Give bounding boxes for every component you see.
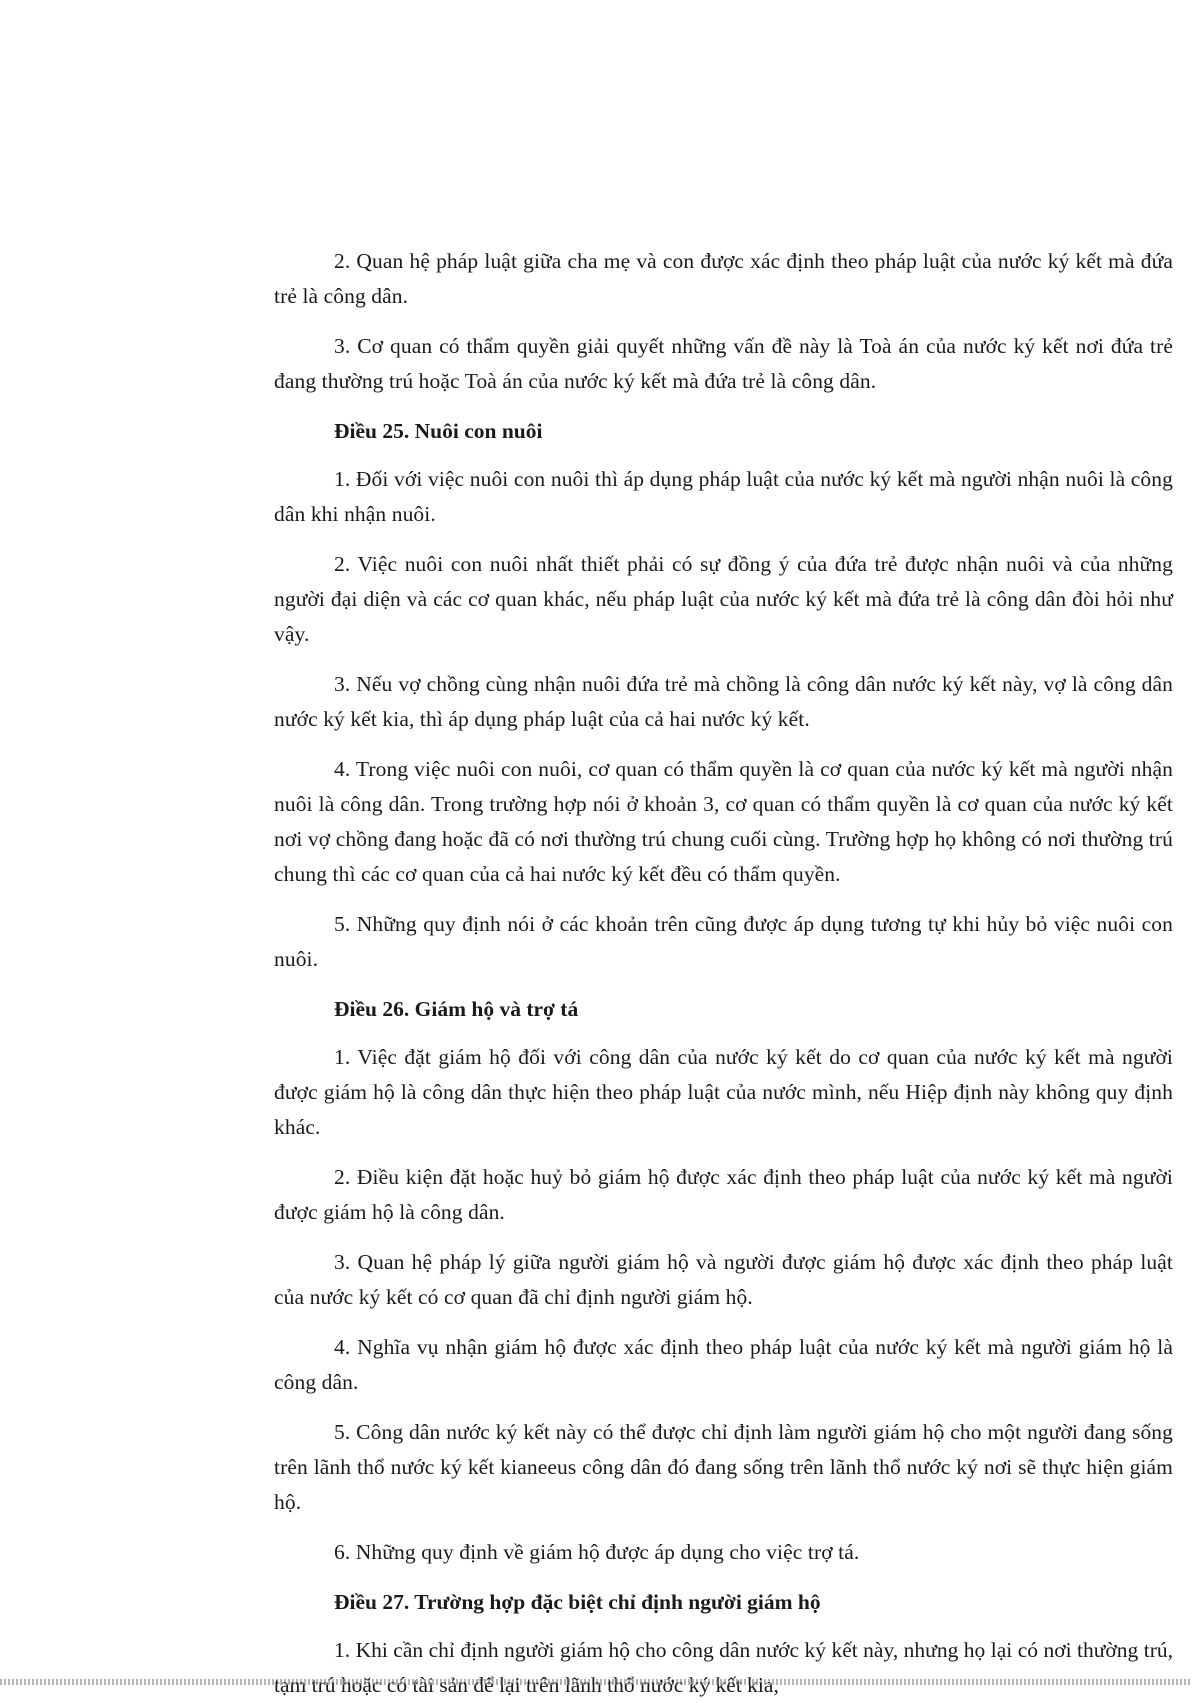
paragraph-article-26-clause-4: 4. Nghĩa vụ nhận giám hộ được xác định theo pháp luật của nước ký kết mà người giám hộ là công dân. <box>274 1335 1173 1394</box>
paragraph-article-26-clause-3: 3. Quan hệ pháp lý giữa người giám hộ và người được giám hộ được xác định theo pháp luật của nước ký kết có cơ quan đã chỉ định người giám hộ. <box>274 1250 1173 1309</box>
heading-article-25: Điều 25. Nuôi con nuôi <box>334 419 543 443</box>
scan-edge-strip <box>0 1679 1192 1685</box>
paragraph-article-26-clause-2: 2. Điều kiện đặt hoặc huỷ bỏ giám hộ được xác định theo pháp luật của nước ký kết mà người được giám hộ là công dân. <box>274 1165 1173 1224</box>
paragraph-parent-child-law: 2. Quan hệ pháp luật giữa cha mẹ và con được xác định theo pháp luật của nước ký kết mà đứa trẻ là công dân. <box>274 249 1173 308</box>
paragraph-article-25-clause-3: 3. Nếu vợ chồng cùng nhận nuôi đứa trẻ mà chồng là công dân nước ký kết này, vợ là công dân nước ký kết kia, thì áp dụng pháp luật của cả hai nước ký kết. <box>274 672 1173 731</box>
heading-article-27: Điều 27. Trường hợp đặc biệt chỉ định người giám hộ <box>334 1590 821 1614</box>
paragraph-article-25-clause-2: 2. Việc nuôi con nuôi nhất thiết phải có sự đồng ý của đứa trẻ được nhận nuôi và của những người đại diện và các cơ quan khác, nếu pháp luật của nước ký kết mà đứa trẻ là công dân đòi hỏi như vậy. <box>274 552 1173 646</box>
paragraph-competent-court: 3. Cơ quan có thẩm quyền giải quyết những vấn đề này là Toà án của nước ký kết nơi đứa trẻ đang thường trú hoặc Toà án của nước ký kết mà đứa trẻ là công dân. <box>274 334 1173 393</box>
paragraph-article-25-clause-1: 1. Đối với việc nuôi con nuôi thì áp dụng pháp luật của nước ký kết mà người nhận nuôi là công dân khi nhận nuôi. <box>274 467 1173 526</box>
paragraph-article-26-clause-6: 6. Những quy định về giám hộ được áp dụng cho việc trợ tá. <box>334 1540 860 1564</box>
paragraph-article-27-clause-1: 1. Khi cần chỉ định người giám hộ cho công dân nước ký kết này, nhưng họ lại có nơi thường trú, tạm trú hoặc có tài sản để lại trên lãnh thổ nước ký kết kia, <box>274 1638 1173 1697</box>
heading-article-26: Điều 26. Giám hộ và trợ tá <box>334 997 579 1021</box>
paragraph-article-25-clause-5: 5. Những quy định nói ở các khoản trên cũng được áp dụng tương tự khi hủy bỏ việc nuôi con nuôi. <box>274 912 1173 971</box>
paragraph-article-25-clause-4: 4. Trong việc nuôi con nuôi, cơ quan có thẩm quyền là cơ quan của nước ký kết mà người nhận nuôi là công dân. Trong trường hợp nói ở khoản 3, cơ quan có thẩm quyền là cơ quan của nước ký kết nơi vợ chồng đang hoặc đã có nơi thường trú chung cuối cùng. Trường hợp họ không có nơi thường trú chung thì các cơ quan của cả hai nước ký kết đều có thẩm quyền. <box>274 757 1173 886</box>
paragraph-article-26-clause-1: 1. Việc đặt giám hộ đối với công dân của nước ký kết do cơ quan của nước ký kết mà người được giám hộ là công dân thực hiện theo pháp luật của nước mình, nếu Hiệp định này không quy định khác. <box>274 1045 1173 1139</box>
document-page <box>274 244 1173 1703</box>
paragraph-article-26-clause-5: 5. Công dân nước ký kết này có thể được chỉ định làm người giám hộ cho một người đang sống trên lãnh thổ nước ký kết kianeeus công dân đó đang sống trên lãnh thổ nước ký nơi sẽ thực hiện giám hộ. <box>274 1420 1173 1514</box>
